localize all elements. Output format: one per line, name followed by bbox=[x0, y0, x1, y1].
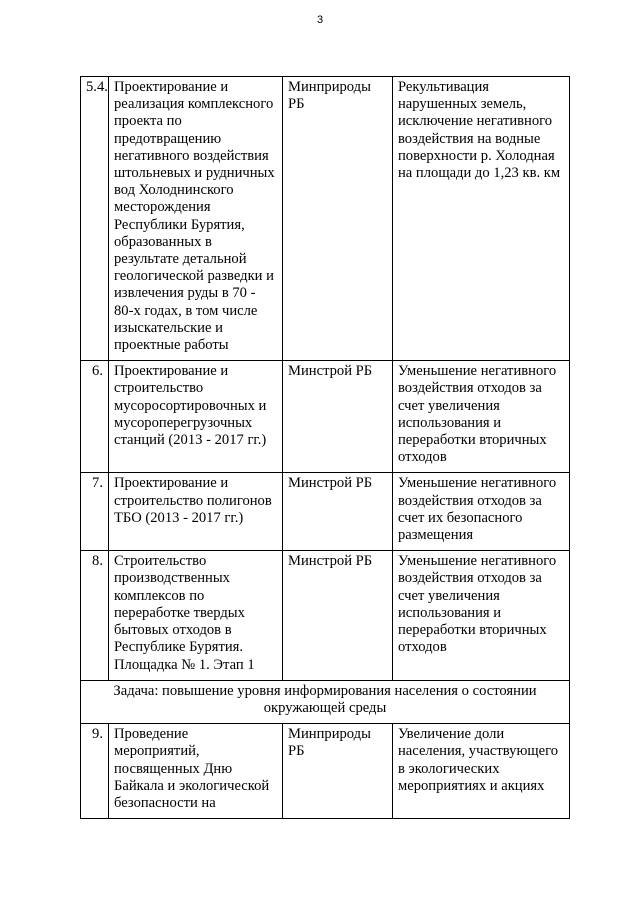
result-cell-line: Уменьшение негативного bbox=[398, 475, 557, 492]
result-cell bbox=[393, 77, 570, 361]
activity-cell-line: мусоросортировочных и bbox=[114, 397, 267, 414]
activity-cell-line: проектные работы bbox=[114, 337, 229, 354]
activity-cell bbox=[109, 724, 283, 819]
result-cell-line: мероприятиях и акциях bbox=[398, 777, 545, 794]
table-row bbox=[81, 77, 570, 361]
result-cell-line: Уменьшение негативного bbox=[398, 363, 557, 380]
result-cell-line: воздействия отходов за bbox=[398, 380, 542, 397]
activity-cell-line: предотвращению bbox=[114, 130, 222, 147]
table-row bbox=[81, 361, 570, 473]
activity-cell-line: геологической разведки и bbox=[114, 268, 274, 285]
task-section bbox=[81, 680, 570, 723]
result-cell bbox=[393, 473, 570, 551]
executor-cell bbox=[283, 473, 393, 551]
activity-cell-line: переработке твердых bbox=[114, 604, 245, 621]
activity-cell bbox=[109, 551, 283, 680]
activity-cell-line: Проектирование и bbox=[114, 363, 229, 380]
executor-cell-line: Минстрой РБ bbox=[288, 553, 373, 570]
row-number: 7. bbox=[81, 473, 109, 551]
table-row bbox=[81, 551, 570, 680]
executor-cell bbox=[283, 551, 393, 680]
task-heading: Задача: повышение уровня информирования населения о состоянии окружающей среды bbox=[81, 680, 570, 723]
result-cell-line: счет их безопасного bbox=[398, 509, 523, 526]
result-cell-line: отходов bbox=[398, 639, 447, 656]
activity-cell-line: штольневых и рудничных bbox=[114, 165, 275, 182]
activity-cell-line: строительство bbox=[114, 380, 204, 397]
activity-cell-line: изыскательские и bbox=[114, 319, 223, 336]
activity-cell bbox=[109, 473, 283, 551]
activity-cell-line: Строительство bbox=[114, 553, 207, 570]
result-cell-line: Рекультивация bbox=[398, 79, 490, 95]
activity-cell-line: Проведение bbox=[114, 726, 189, 743]
row-number: 9. bbox=[81, 724, 109, 819]
result-cell-line: переработки вторичных bbox=[398, 622, 547, 639]
result-cell bbox=[393, 361, 570, 473]
executor-cell-line: Минстрой РБ bbox=[288, 475, 373, 492]
activity-cell-line: проекта по bbox=[114, 113, 182, 130]
result-cell-line: использования и bbox=[398, 604, 502, 621]
result-cell-line: счет увеличения bbox=[398, 587, 500, 604]
activity-cell-line: производственных bbox=[114, 570, 230, 587]
result-cell bbox=[393, 724, 570, 819]
executor-cell-line: Минприроды bbox=[288, 79, 371, 95]
result-cell bbox=[393, 551, 570, 680]
activity-cell-line: Проектирование и bbox=[114, 475, 229, 492]
result-cell-line: нарушенных земель, bbox=[398, 96, 527, 113]
result-cell-line: воздействия отходов за bbox=[398, 492, 542, 509]
activity-cell-line: месторождения bbox=[114, 199, 211, 216]
result-cell-line: Уменьшение негативного bbox=[398, 553, 557, 570]
executor-cell-line: Минстрой РБ bbox=[288, 363, 373, 380]
result-cell-line: Увеличение доли bbox=[398, 726, 505, 743]
activity-cell-line: Республике Бурятия. bbox=[114, 639, 244, 656]
activity-cell-line: вод Холоднинского bbox=[114, 182, 234, 199]
activity-cell-line: Байкала и экологической bbox=[114, 777, 270, 794]
result-cell-line: размещения bbox=[398, 527, 474, 544]
activity-cell-line: мусороперегрузочных bbox=[114, 414, 253, 431]
result-cell-line: счет увеличения bbox=[398, 397, 500, 414]
result-cell-line: поверхности р. Холодная bbox=[398, 147, 555, 164]
result-cell-line: на площади до 1,23 кв. км bbox=[398, 165, 561, 182]
table-row bbox=[81, 724, 570, 819]
row-number: 5.4. bbox=[81, 77, 109, 361]
activity-cell-line: 80-х годах, в том числе bbox=[114, 302, 258, 319]
table-body-after-task bbox=[81, 724, 570, 819]
activity-cell-line: бытовых отходов в bbox=[114, 622, 232, 639]
activity-cell-line: безопасности на bbox=[114, 794, 216, 811]
page-number: 3 bbox=[316, 14, 324, 26]
activity-cell-line: результате детальной bbox=[114, 251, 247, 268]
result-cell-line: отходов bbox=[398, 449, 447, 466]
activity-cell-line: образованных в bbox=[114, 233, 212, 250]
activity-cell-line: строительство полигонов bbox=[114, 492, 272, 509]
result-cell-line: переработки вторичных bbox=[398, 432, 547, 449]
task-row bbox=[81, 680, 570, 723]
activity-cell bbox=[109, 77, 283, 361]
result-cell-line: населения, участвующего bbox=[398, 743, 559, 760]
activity-cell-line: ТБО (2013 - 2017 гг.) bbox=[114, 509, 244, 526]
executor-cell-line: РБ bbox=[288, 743, 305, 760]
activity-cell-line: Площадка № 1. Этап 1 bbox=[114, 656, 255, 673]
executor-cell bbox=[283, 361, 393, 473]
activity-cell-line: негативного воздействия bbox=[114, 147, 269, 164]
result-cell-line: использования и bbox=[398, 414, 502, 431]
activity-cell-line: посвященных Дню bbox=[114, 760, 233, 777]
measures-table bbox=[80, 76, 570, 819]
executor-cell bbox=[283, 77, 393, 361]
activity-cell-line: реализация комплексного bbox=[114, 96, 274, 113]
executor-cell-line: Минприроды bbox=[288, 726, 371, 743]
activity-cell-line: комплексов по bbox=[114, 587, 205, 604]
activity-cell-line: Республики Бурятия, bbox=[114, 216, 245, 233]
activity-cell bbox=[109, 361, 283, 473]
row-number: 8. bbox=[81, 551, 109, 680]
row-number: 6. bbox=[81, 361, 109, 473]
result-cell-line: исключение негативного bbox=[398, 113, 553, 130]
result-cell-line: воздействия на водные bbox=[398, 130, 541, 147]
executor-cell-line: РБ bbox=[288, 96, 305, 113]
result-cell-line: в экологических bbox=[398, 760, 500, 777]
table-row bbox=[81, 473, 570, 551]
table-body-before-task bbox=[81, 77, 570, 681]
activity-cell-line: станций (2013 - 2017 гг.) bbox=[114, 432, 267, 449]
executor-cell bbox=[283, 724, 393, 819]
activity-cell-line: Проектирование и bbox=[114, 79, 229, 95]
activity-cell-line: мероприятий, bbox=[114, 743, 200, 760]
activity-cell-line: извлечения руды в 70 - bbox=[114, 285, 256, 302]
result-cell-line: воздействия отходов за bbox=[398, 570, 542, 587]
